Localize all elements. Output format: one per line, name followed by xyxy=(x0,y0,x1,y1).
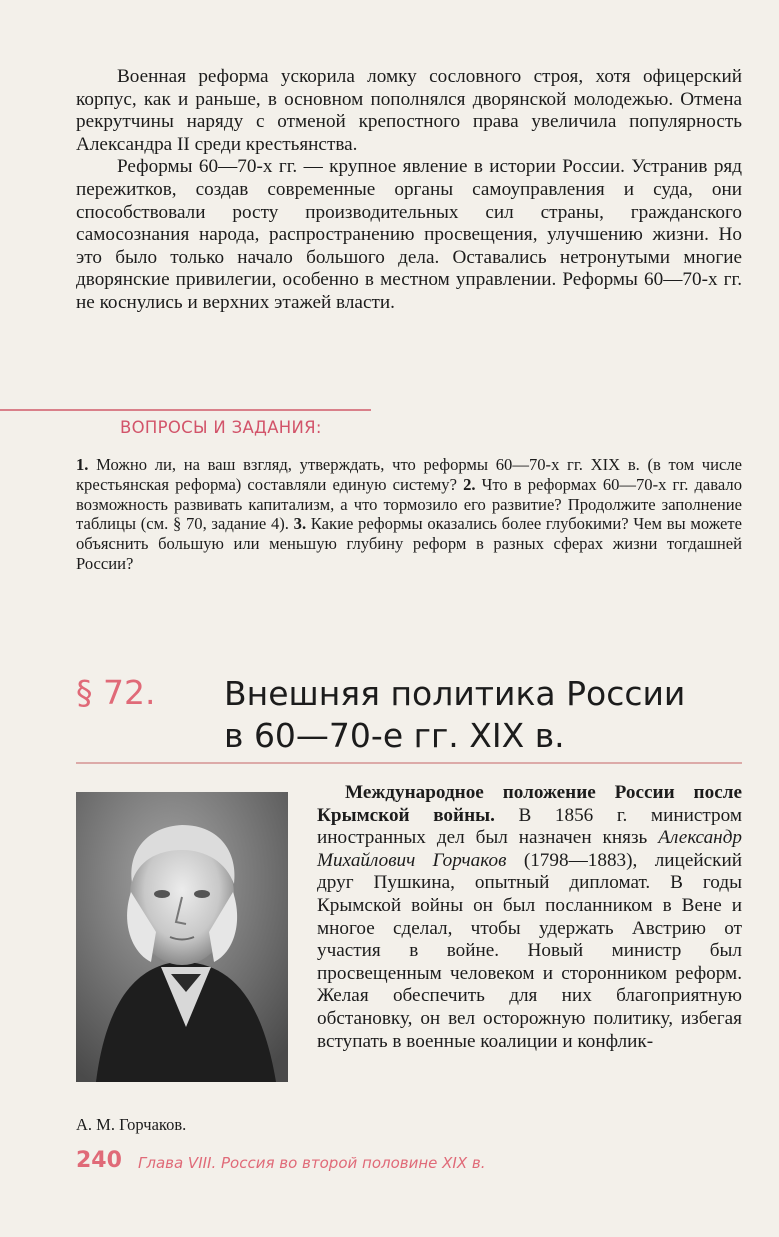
section-title-line: в 60—70-е гг. XIX в. xyxy=(224,716,565,755)
question-number: 1. xyxy=(76,455,89,474)
section-title xyxy=(224,673,724,757)
main-text-run: (1798—1883), лицейский друг Пушкина, опытный дипломат. В годы Крымской войны он был посланником в Вене и многое сделал, чтобы удержать Австрию от участия в войне. Новый министр был просвещенным человеком и сторонником реформ. Желая обеспечить для них благоприятную обстановку, он вел осторожную политику, избегая вступать в военные коалиции и конфлик- xyxy=(317,849,742,1052)
running-footer: Глава VIII. Россия во второй половине XIX в. xyxy=(138,1154,486,1172)
body-text-top xyxy=(76,66,742,315)
main-text xyxy=(317,782,742,1053)
question-text: Какие реформы оказались более глубокими? Чем вы можете объяснить большую или меньшую глубину реформ в разных сферах жизни тогдашней России? xyxy=(76,514,742,573)
section-divider xyxy=(76,762,742,764)
subsection-heading: Международное положение России после Крымской войны. xyxy=(317,782,742,826)
main-text-run: В 1856 г. министром иностранных дел был назначен князь xyxy=(317,804,742,849)
section-number: § 72. xyxy=(76,673,156,712)
question-text: Что в реформах 60—70-х гг. давало возможность развивать капитализм, а что тормозило его развитие? Продолжите заполнение таблицы (см. § 70, задание 4). xyxy=(76,474,742,534)
paragraph: Реформы 60—70-х гг. — крупное явление в истории России. Устранив ряд пережитков, создав современные органы самоуправления и суда, они способствовали росту производительных сил страны, гражданского самосознания народа, распространению просвещения, улучшению жизни. Но это было только начало большого дела. Оставались нетронутыми многие дворянские привилегии, особенно в местном управлении. Реформы 60—70-х гг. не коснулись и верхних этажей власти. xyxy=(76,156,742,313)
questions-block xyxy=(76,455,742,574)
page-number: 240 xyxy=(76,1148,122,1173)
portrait-image xyxy=(76,792,288,1082)
questions-heading: ВОПРОСЫ И ЗАДАНИЯ: xyxy=(120,418,322,437)
paragraph: Военная реформа ускорила ломку сословного строя, хотя офицерский корпус, как и раньше, в основном пополнялся дворянской молодежью. Отмена рекрутчины наряду с отменой крепостного права увеличила популярность Александра II среди крестьянства. xyxy=(76,66,742,155)
questions-divider xyxy=(0,409,371,411)
question-text: Можно ли, на ваш взгляд, утверждать, что реформы 60—70-х гг. XIX в. (в том числе крестьянская реформа) составляли единую систему? xyxy=(76,455,742,494)
question-number: 3. xyxy=(293,514,307,534)
section-title-line: Внешняя политика России xyxy=(224,674,686,713)
question-number: 2. xyxy=(463,474,476,494)
person-name: Александр Михайлович Горчаков xyxy=(317,827,742,871)
portrait-caption: А. М. Горчаков. xyxy=(76,1115,187,1134)
